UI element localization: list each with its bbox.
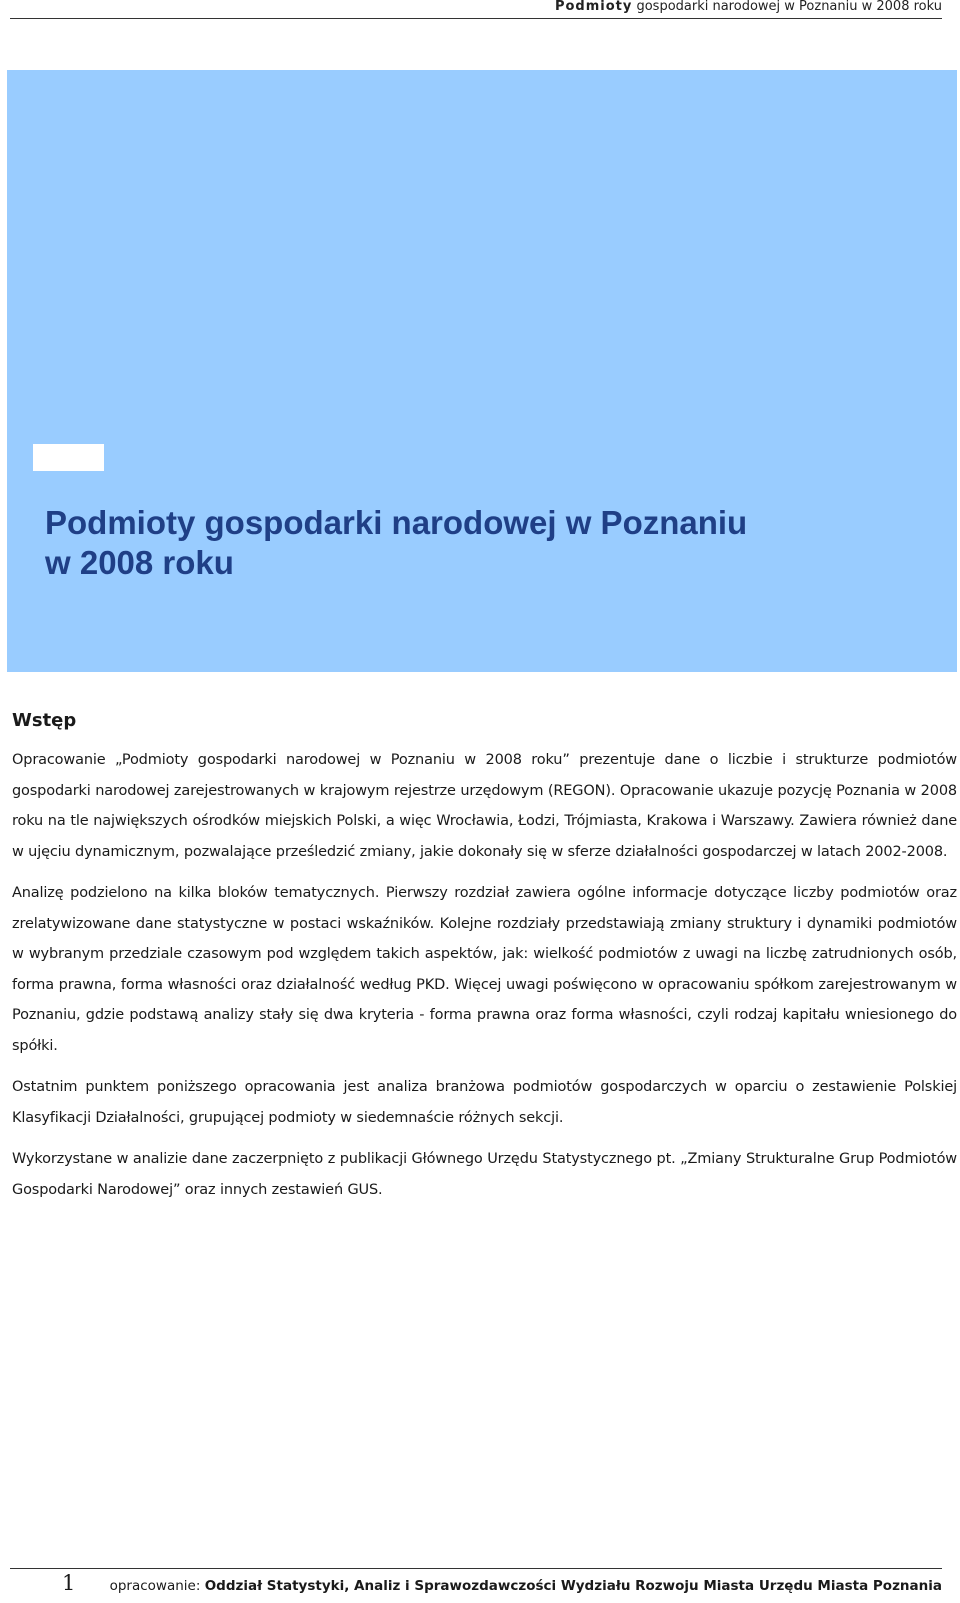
intro-paragraph-4: Wykorzystane w analizie dane zaczerpnięto z publikacji Głównego Urzędu Statystycznego pt. „Zmiany Strukturalne Grup Podmiotów Gospodarki Narodowej” oraz innych zestawień GUS. (12, 1151, 957, 1198)
cover-block (7, 70, 957, 672)
cover-white-box (33, 444, 104, 471)
page-number: 1 (62, 1571, 76, 1595)
header-title-bold: Podmioty (554, 0, 633, 14)
header-title-rest: gospodarki narodowej w Poznaniu w 2008 roku (632, 0, 942, 14)
running-header (10, 0, 942, 19)
footer-credit (110, 1577, 942, 1595)
section-heading: Wstęp (12, 710, 77, 731)
intro-section (12, 710, 957, 1216)
intro-paragraph-2: Analizę podzielono na kilka bloków tematycznych. Pierwszy rozdział zawiera ogólne informacje dotyczące liczby podmiotów oraz zrelatywizowane dane statystyczne w postaci wskaźników. Kolejne rozdziały przedstawiają zmiany struktury i dynamiki podmiotów w wybranym przedziale czasowym pod względem takich aspektów, jak: wielkość podmiotów z uwagi na liczbę zatrudnionych osób, forma prawna, forma własności oraz działalność według PKD. Więcej uwagi poświęcono w opracowaniu spółkom zarejestrowanym w Poznaniu, gdzie podstawą analizy stały się dwa kryteria - forma prawna oraz forma własności, czyli rodzaj kapitału wniesionego do spółki. (12, 885, 957, 1054)
page-footer (10, 1568, 942, 1603)
cover-title (45, 503, 925, 583)
footer-credit-label: opracowanie: (109, 1578, 205, 1594)
cover-title-line-1: Podmioty gospodarki narodowej w Poznaniu (45, 504, 748, 541)
cover-title-line-2: w 2008 roku (45, 544, 234, 581)
footer-credit-org: Oddział Statystyki, Analiz i Sprawozdawczości Wydziału Rozwoju Miasta Urzędu Miasta Poznania (204, 1578, 942, 1594)
intro-paragraph-3: Ostatnim punktem poniższego opracowania jest analiza branżowa podmiotów gospodarczych w oparciu o zestawienie Polskiej Klasyfikacji Działalności, grupującej podmioty w siedemnaście różnych sekcji. (12, 1079, 957, 1126)
intro-paragraph-1: Opracowanie „Podmioty gospodarki narodowej w Poznaniu w 2008 roku” prezentuje dane o liczbie i strukturze podmiotów gospodarki narodowej zarejestrowanych w krajowym rejestrze urzędowym (REGON). Opracowanie ukazuje pozycję Poznania w 2008 roku na tle największych ośrodków miejskich Polski, a więc Wrocławia, Łodzi, Trójmiasta, Krakowa i Warszawy. Zawiera również dane w ujęciu dynamicznym, pozwalające prześledzić zmiany, jakie dokonały się w sferze działalności gospodarczej w latach 2002-2008. (12, 752, 957, 860)
